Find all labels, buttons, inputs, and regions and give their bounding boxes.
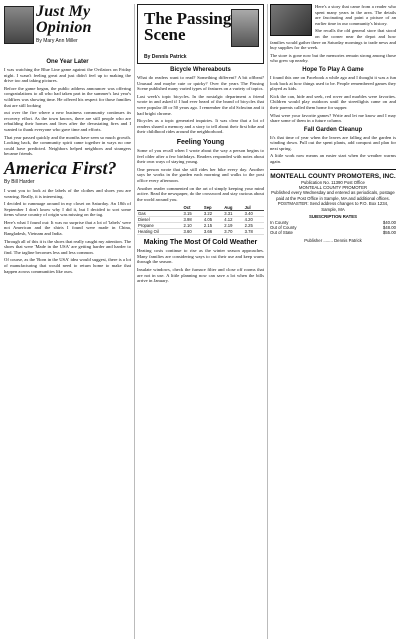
masthead — [270, 169, 396, 243]
rate-row: Out of State $55.00 — [270, 230, 396, 236]
columnist-photo — [4, 6, 34, 44]
paragraph: That year passed quickly and the months have seen so much growth. Looking back, the community spirit came together in ways no one could have predicted. Neighbors helped neighbors and strangers became friends. — [4, 134, 131, 157]
banner-title: The Passing Scene — [144, 9, 232, 44]
paragraph: Heating costs continue to rise as the winter season approaches. Many families are considering ways to cut their use and keep warm through the season. — [137, 248, 264, 265]
masthead-footer: Publisher ........ Dennis Patrick — [304, 237, 362, 243]
section-heading: Fall Garden Cleanup — [303, 126, 363, 133]
table-header: Sep — [203, 205, 223, 211]
subscription-heading: SUBSCRIPTION RATES — [309, 214, 357, 220]
right-column — [270, 4, 396, 639]
paragraph: Another reader commented on the art of simply keeping your mind active. Read the newspaper, do the crossword and stay curious about the world around you. — [137, 185, 264, 202]
paragraph: out over the fire where a new business community continues its recovery effort. As the town knows, there are still people who are rebuilding their homes and lives after the devastating fires and I wanted to thank everyone who gave time and efforts. — [4, 110, 131, 132]
fuel-price-table — [137, 205, 264, 235]
article-title: America First? — [4, 157, 117, 178]
left-column — [4, 4, 131, 639]
paragraph: Through all of this it is the shoes that really caught my attention. The shoes that were 'Made in the USA' are getting harder and harder to find. The tagline becomes less and less common. — [4, 238, 131, 255]
article-byline: By Bill Harder — [4, 178, 35, 185]
column-divider — [267, 4, 268, 639]
paragraph: Here's a story that came from a reader who spent many years in the area. The details are fascinating and paint a picture of an earlier time in our community's history. — [315, 4, 396, 26]
table-row: Heating Oil 3.60 3.66 3.70 3.78 — [137, 229, 264, 235]
rate-row: In County $40.00 — [270, 219, 396, 225]
paragraph: I decided to rummage around in my closet on Saturday. An 18th of September I don't know why I did it, but I decided to sort some items whose country of origin was missing on the tag. — [4, 201, 131, 218]
section-heading: Feeling Young — [176, 138, 225, 146]
column-header — [4, 4, 131, 56]
column-title: Just My Opinion — [36, 3, 92, 36]
rate-row: Out of County $48.00 — [270, 224, 396, 230]
masthead-line: Published every Wednesday and entered as periodicals, postage paid at the Post Office in Sample, MA and additional offices. — [271, 190, 395, 201]
section-heading: Hope To Play A Game — [302, 66, 364, 73]
paragraph: Of course, as the 'Born in the USA' idea would suggest, there is a lot of manufacturing that would need to return home to make that happen across communities like ours. — [4, 257, 131, 274]
table-header: Aug — [223, 205, 243, 211]
paragraph: Kick the can, hide and seek, red rover and marbles were favorites. Children would play outdoors until the streetlights came on and their parents called them home for supper. — [270, 93, 396, 110]
paragraph: Some of you recall when I wrote about the way a person begins to feel older after a few birthdays. Readers responded with notes about their own ways of staying young. — [137, 147, 264, 165]
table-row: Propane 2.10 2.15 2.19 2.25 — [137, 223, 264, 229]
column-banner — [137, 4, 264, 64]
table-header: Jul — [244, 205, 264, 211]
paragraph: A little work now means an easier start when the weather warms again. — [270, 153, 396, 165]
section-heading: One Year Later — [46, 59, 89, 65]
column-byline: By Mary Ann Miller — [36, 38, 78, 44]
paragraph: I found this one on Facebook a while ago and I thought it was a fun look back at how things used to be. People remembered games they played as kids. — [270, 74, 396, 92]
paragraph: One person wrote that she still rides her bike every day. Another says he works in the garden each morning and walks to the post office every afternoon. — [137, 166, 264, 183]
masthead-line: Publication No. 11390 Post Office — [301, 179, 365, 185]
paragraph: It's that time of year when the leaves are falling and the garden is winding down. Pull out the spent plants, add compost and plan for next spring. — [270, 134, 396, 151]
paragraph: Here's what I found out: It was no surprise that a lot of 'labels' were not American and the shirts I found were made in China, Bangladesh, Vietnam and India. — [4, 219, 131, 237]
paragraph: Bicycles as a topic generated inquiries. It was clear that a lot of readers shared a memory and a story to tell about their first bike and their childhood rides around the neighborhood. — [137, 118, 264, 135]
article-photo — [270, 4, 312, 36]
table-header: Oct — [183, 205, 203, 211]
section-heading: Making The Most Of Cold Weather — [143, 239, 258, 247]
middle-column — [137, 4, 264, 639]
paragraph: The store is gone now but the memories remain strong among those who grew up nearby. — [270, 52, 396, 64]
paragraph: Last week's topic bicycles. In the nostalgic department a friend wrote in and asked if I had ever heard of the brand of bicycles that were popular 40 or 50 years ago. I remember the old Schwinn and it had bright chrome. — [137, 93, 264, 116]
paragraph: I was watching the Blue Line game against the Ovilators on Friday night. I wasn't feeling great and just didn't feel up to making the drive too and taking pictures. — [4, 67, 131, 84]
columnist-photo — [231, 9, 259, 47]
paragraph: Before the game began, the public address announcer was offering congratulations to all who had taken part in the summer's last year's wildfires was showing time. He offered his respect for those families that are still looking — [4, 85, 131, 108]
paragraph: What do readers want to read? Something different? A bit offbeat? Unusual and maybe cute or quirky? Over the years The Passing Scene published many varied types of features on a variety of topics. — [137, 75, 264, 92]
paragraph: She recalls the old general store that stood on the corner near the depot and how families would gather there on Saturday mornings to trade news and buy supplies for the week. — [270, 28, 396, 51]
table-row: Gas 3.15 3.22 3.31 3.40 — [137, 211, 264, 217]
section-heading: Bicycle Whereabouts — [170, 67, 231, 73]
table-row: Diesel 3.98 4.05 4.12 4.20 — [137, 217, 264, 223]
paragraph: Insulate windows, check the furnace filter and close off rooms that are not in use. A little planning now can save a lot when the bills arrive in January. — [137, 267, 264, 284]
paragraph: I want you to look at the labels of the clothes and shoes you are wearing. Really, it is interesting. — [4, 187, 131, 199]
column-divider — [134, 4, 135, 639]
banner-byline: By Dennis Patrick — [144, 54, 187, 60]
masthead-line: POSTMASTER: Send address changes to P.O. Box 1234, Sample, MA — [277, 201, 389, 212]
masthead-line: MONTEALL COUNTY PROMOTER — [298, 185, 368, 191]
publisher-name: MONTEALL COUNTY PROMOTERS, INC. — [270, 172, 396, 180]
paragraph: What were your favorite games? Write and let me know and I may share some of them in a future column. — [270, 112, 396, 124]
